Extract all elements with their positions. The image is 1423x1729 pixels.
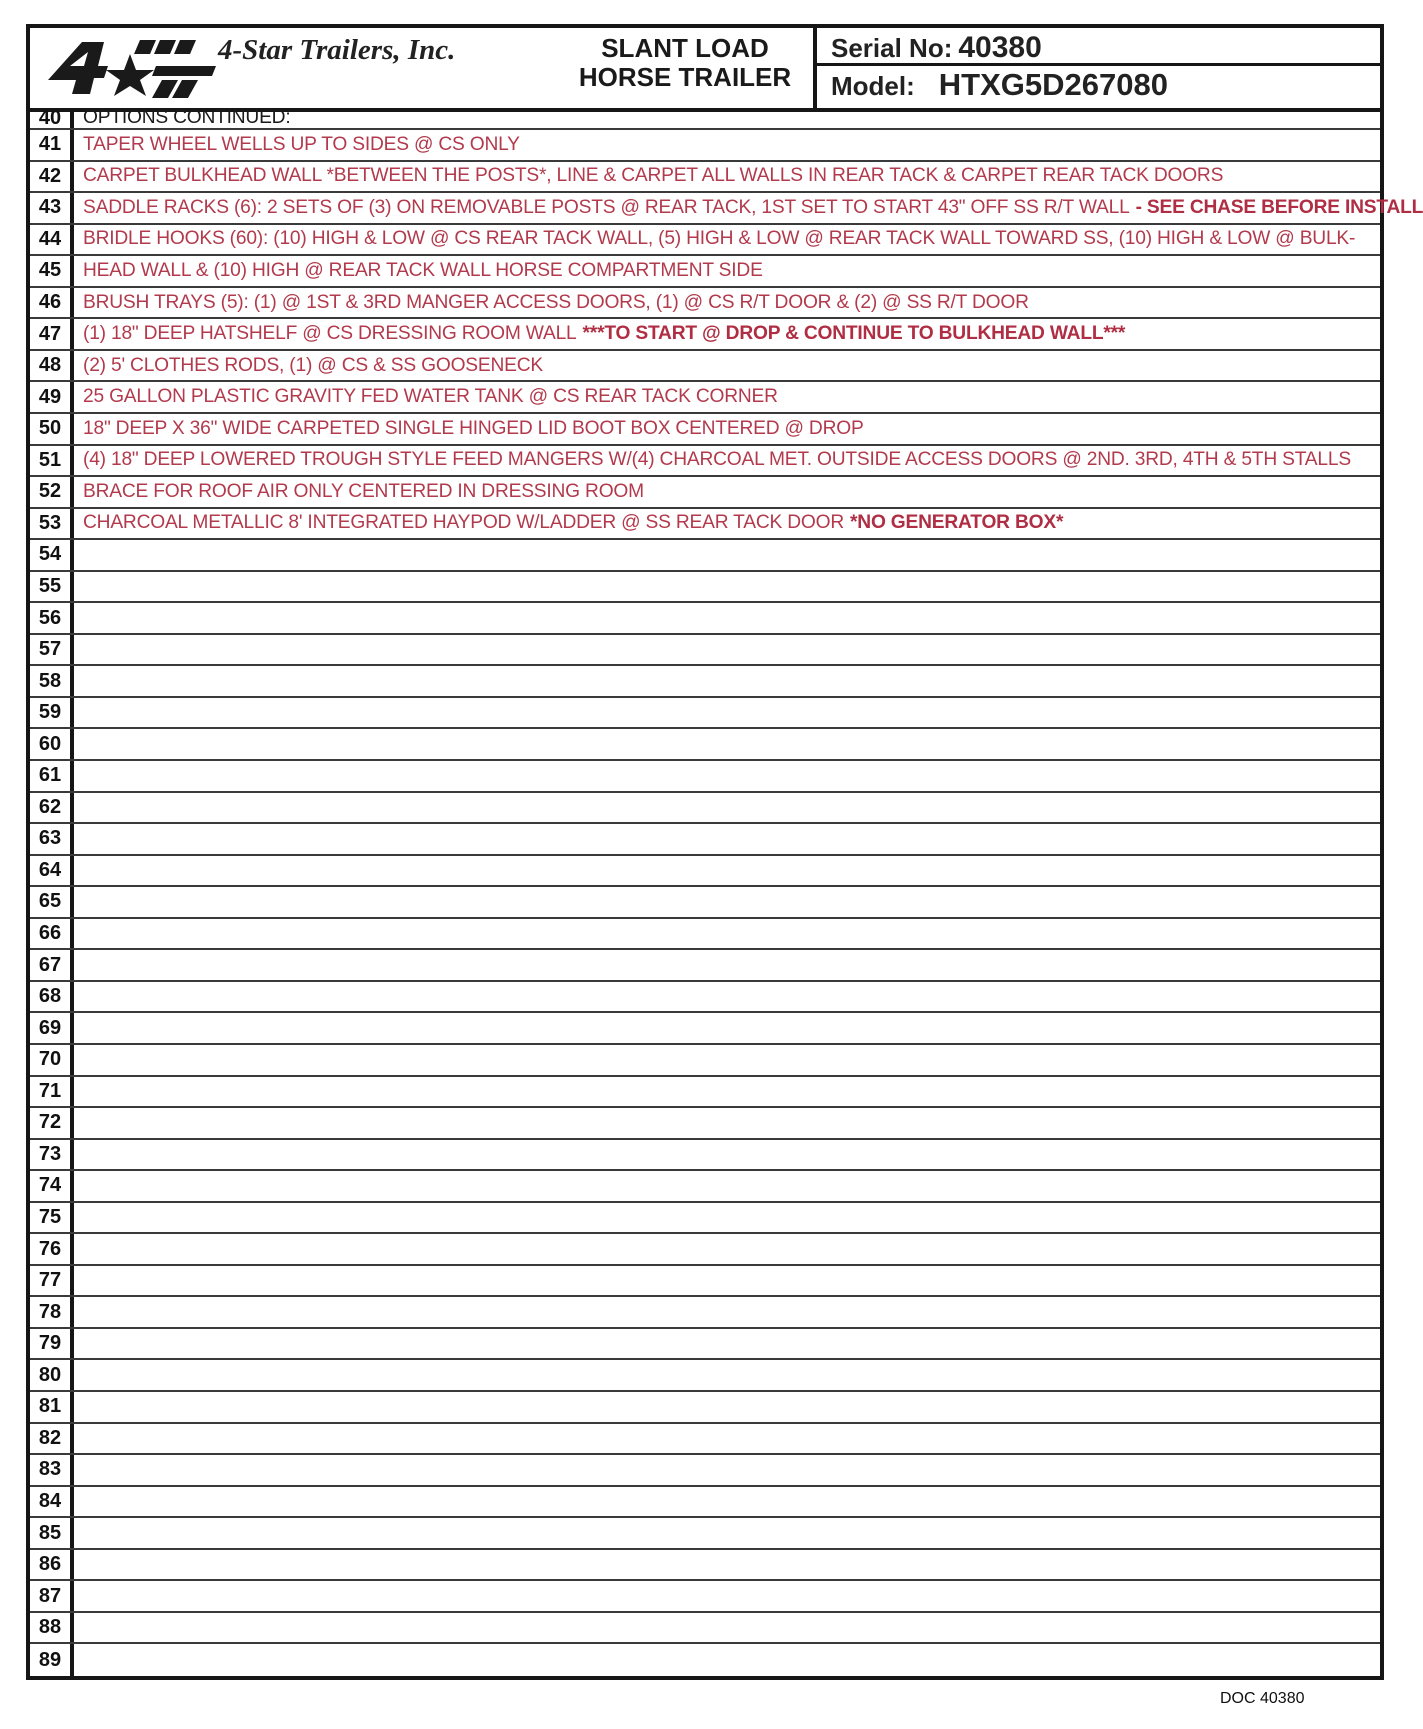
- table-row: [30, 1392, 1380, 1424]
- row-number: 45: [30, 256, 74, 286]
- row-text: [83, 288, 1374, 318]
- row-text-main: BRIDLE HOOKS (60): (10) HIGH & LOW @ CS REAR TACK WALL, (5) HIGH & LOW @ REAR TACK WALL TOWARD SS, (10) HIGH & LOW @ BULK-: [83, 228, 1356, 250]
- row-text: [83, 1329, 1374, 1359]
- row-text: [83, 698, 1374, 728]
- table-row: [30, 1424, 1380, 1456]
- row-text: [83, 1424, 1374, 1454]
- table-row: [30, 162, 1380, 194]
- row-number: 49: [30, 382, 74, 412]
- table-row: [30, 288, 1380, 320]
- row-number: 69: [30, 1013, 74, 1043]
- row-text: [83, 1455, 1374, 1485]
- row-text: [83, 666, 1374, 696]
- table-row: [30, 351, 1380, 383]
- row-text: [83, 761, 1374, 791]
- header: [30, 28, 1380, 112]
- table-row: [30, 919, 1380, 951]
- row-number: 50: [30, 414, 74, 444]
- row-number: 63: [30, 824, 74, 854]
- row-number: 48: [30, 351, 74, 381]
- row-text-note: ***TO START @ DROP & CONTINUE TO BULKHEAD WALL***: [582, 323, 1126, 345]
- row-number: 71: [30, 1077, 74, 1107]
- row-text-main: BRUSH TRAYS (5): (1) @ 1ST & 3RD MANGER ACCESS DOORS, (1) @ CS R/T DOOR & (2) @ SS R/T DOOR: [83, 291, 1029, 313]
- serial-row: [817, 28, 1380, 66]
- row-text: [83, 225, 1374, 255]
- row-text-main: TAPER WHEEL WELLS UP TO SIDES @ CS ONLY: [83, 133, 520, 155]
- row-number: 65: [30, 887, 74, 917]
- row-number: 61: [30, 761, 74, 791]
- row-text: [83, 1108, 1374, 1138]
- table-row: [30, 666, 1380, 698]
- row-number: 54: [30, 540, 74, 570]
- table-row: [30, 225, 1380, 257]
- title-line-2: HORSE TRAILER: [578, 62, 792, 92]
- table-row: [30, 698, 1380, 730]
- table-row: [30, 887, 1380, 919]
- table-row: [30, 1297, 1380, 1329]
- row-number: 73: [30, 1140, 74, 1170]
- table-row: [30, 1045, 1380, 1077]
- row-text: [83, 572, 1374, 602]
- row-number: 43: [30, 193, 74, 223]
- row-number: 84: [30, 1487, 74, 1517]
- table-row: [30, 256, 1380, 288]
- row-number: 44: [30, 225, 74, 255]
- serial-label: Serial No:: [831, 33, 953, 63]
- table-row: [30, 1644, 1380, 1676]
- table-row: [30, 603, 1380, 635]
- row-text: [83, 824, 1374, 854]
- row-text: [83, 982, 1374, 1012]
- row-number: 52: [30, 477, 74, 507]
- row-text: [83, 414, 1374, 444]
- row-text: [83, 887, 1374, 917]
- table-row: [30, 856, 1380, 888]
- row-text-main: OPTIONS CONTINUED:: [83, 107, 291, 128]
- document-title: [535, 34, 835, 92]
- table-row: [30, 1360, 1380, 1392]
- row-text-main: (4) 18" DEEP LOWERED TROUGH STYLE FEED MANGERS W/(4) CHARCOAL MET. OUTSIDE ACCESS DOORS @ 2ND. 3RD, 4TH & 5TH STALLS: [83, 449, 1351, 471]
- row-number: 60: [30, 729, 74, 759]
- table-row: [30, 1329, 1380, 1361]
- table-row: [30, 319, 1380, 351]
- row-number: 80: [30, 1360, 74, 1390]
- table-row: [30, 761, 1380, 793]
- doc-number: DOC 40380: [1220, 1690, 1305, 1707]
- row-text: [83, 1392, 1374, 1422]
- table-row: [30, 1487, 1380, 1519]
- row-text: [83, 509, 1374, 539]
- table-row: [30, 1171, 1380, 1203]
- title-line-1: SLANT LOAD: [601, 33, 769, 63]
- table-row: [30, 193, 1423, 225]
- table-row: [30, 108, 1380, 130]
- row-text: [83, 1171, 1374, 1201]
- row-text: [83, 1266, 1374, 1296]
- row-text: [83, 162, 1374, 192]
- table-row: [30, 1013, 1380, 1045]
- table-row: [30, 1455, 1380, 1487]
- table-row: [30, 130, 1380, 162]
- row-text: [83, 1581, 1374, 1611]
- row-text: [83, 130, 1374, 160]
- row-text: [83, 351, 1374, 381]
- row-text: [83, 477, 1374, 507]
- row-text: [83, 1297, 1374, 1327]
- table-row: [30, 729, 1380, 761]
- row-number: 72: [30, 1108, 74, 1138]
- table-row: [30, 446, 1380, 478]
- table-row: [30, 1266, 1380, 1298]
- row-number: 82: [30, 1424, 74, 1454]
- row-text-main: HEAD WALL & (10) HIGH @ REAR TACK WALL HORSE COMPARTMENT SIDE: [83, 259, 763, 281]
- row-text-main: CARPET BULKHEAD WALL *BETWEEN THE POSTS*, LINE & CARPET ALL WALLS IN REAR TACK & CARPET REAR TACK DOORS: [83, 165, 1224, 187]
- table-row: [30, 1613, 1380, 1645]
- row-text-main: (2) 5' CLOTHES RODS, (1) @ CS & SS GOOSENECK: [83, 354, 544, 376]
- company-name: 4-Star Trailers, Inc.: [218, 34, 456, 66]
- row-text: [83, 540, 1374, 570]
- table-row: [30, 793, 1380, 825]
- table-row: [30, 1234, 1380, 1266]
- row-text-main: 25 GALLON PLASTIC GRAVITY FED WATER TANK @ CS REAR TACK CORNER: [83, 386, 778, 408]
- row-text: [83, 1613, 1374, 1643]
- row-number: 83: [30, 1455, 74, 1485]
- row-number: 81: [30, 1392, 74, 1422]
- table-row: [30, 382, 1380, 414]
- row-number: 76: [30, 1234, 74, 1264]
- row-text: [83, 635, 1374, 665]
- table-row: [30, 1550, 1380, 1582]
- table-row: [30, 540, 1380, 572]
- row-number: 57: [30, 635, 74, 665]
- identification-box: [813, 28, 1380, 108]
- row-number: 78: [30, 1297, 74, 1327]
- row-text-note: - SEE CHASE BEFORE INSTALL: [1135, 196, 1423, 218]
- table-row: [30, 1077, 1380, 1109]
- model-value: HTXG5D267080: [938, 67, 1168, 102]
- model-row: [817, 66, 1380, 104]
- row-text: [83, 1045, 1374, 1075]
- row-text: [83, 1140, 1374, 1170]
- work-order-sheet: [26, 24, 1423, 1680]
- row-number: 41: [30, 130, 74, 160]
- row-number: 40: [30, 108, 74, 128]
- serial-value: 40380: [958, 31, 1042, 64]
- row-number: 88: [30, 1613, 74, 1643]
- row-text: [83, 193, 1423, 223]
- row-number: 51: [30, 446, 74, 476]
- row-number: 46: [30, 288, 74, 318]
- row-text-note: *NO GENERATOR BOX*: [850, 512, 1064, 534]
- row-number: 85: [30, 1518, 74, 1548]
- table-row: [30, 635, 1380, 667]
- row-text-main: SADDLE RACKS (6): 2 SETS OF (3) ON REMOVABLE POSTS @ REAR TACK, 1ST SET TO START 43" OFF SS R/T WALL: [83, 196, 1130, 218]
- row-number: 75: [30, 1203, 74, 1233]
- table-row: [30, 982, 1380, 1014]
- table-row: [30, 1581, 1380, 1613]
- row-number: 67: [30, 950, 74, 980]
- row-text: [83, 382, 1374, 412]
- row-text: [83, 1518, 1374, 1548]
- row-number: 70: [30, 1045, 74, 1075]
- row-number: 42: [30, 162, 74, 192]
- table-row: [30, 1108, 1380, 1140]
- row-number: 77: [30, 1266, 74, 1296]
- row-text-main: CHARCOAL METALLIC 8' INTEGRATED HAYPOD W/LADDER @ SS REAR TACK DOOR: [83, 512, 845, 534]
- row-number: 59: [30, 698, 74, 728]
- row-text: [83, 950, 1374, 980]
- model-label: Model:: [831, 71, 915, 101]
- row-text: [83, 1644, 1374, 1676]
- row-text-main: 18" DEEP X 36" WIDE CARPETED SINGLE HINGED LID BOOT BOX CENTERED @ DROP: [83, 417, 864, 439]
- row-text: [83, 603, 1374, 633]
- row-text-main: (1) 18" DEEP HATSHELF @ CS DRESSING ROOM WALL: [83, 323, 577, 345]
- row-number: 58: [30, 666, 74, 696]
- row-text: [83, 256, 1374, 286]
- row-text: [83, 1013, 1374, 1043]
- row-text: [83, 1234, 1374, 1264]
- table-row: [30, 1140, 1380, 1172]
- table-row: [30, 477, 1380, 509]
- table-row: [30, 824, 1380, 856]
- row-text: [83, 1203, 1374, 1233]
- row-number: 74: [30, 1171, 74, 1201]
- row-text: [83, 1360, 1374, 1390]
- row-text: [83, 108, 1374, 128]
- row-text: [83, 919, 1374, 949]
- row-text-main: BRACE FOR ROOF AIR ONLY CENTERED IN DRESSING ROOM: [83, 480, 644, 502]
- row-number: 89: [30, 1644, 74, 1676]
- row-text: [83, 856, 1374, 886]
- row-number: 47: [30, 319, 74, 349]
- four-star-logo-icon: [44, 36, 224, 102]
- table-row: [30, 414, 1380, 446]
- row-text: [83, 729, 1374, 759]
- table-row: [30, 1203, 1380, 1235]
- row-text: [83, 793, 1374, 823]
- row-number: 86: [30, 1550, 74, 1580]
- row-text: [83, 1550, 1374, 1580]
- row-number: 66: [30, 919, 74, 949]
- table-row: [30, 950, 1380, 982]
- row-number: 79: [30, 1329, 74, 1359]
- row-number: 64: [30, 856, 74, 886]
- row-text: [83, 446, 1374, 476]
- table-row: [30, 572, 1380, 604]
- row-number: 56: [30, 603, 74, 633]
- table-row: [30, 509, 1380, 541]
- row-text: [83, 1077, 1374, 1107]
- table-row: [30, 1518, 1380, 1550]
- row-number: 62: [30, 793, 74, 823]
- row-number: 87: [30, 1581, 74, 1611]
- row-text: [83, 1487, 1374, 1517]
- row-text: [83, 319, 1374, 349]
- row-number: 68: [30, 982, 74, 1012]
- row-number: 53: [30, 509, 74, 539]
- row-number: 55: [30, 572, 74, 602]
